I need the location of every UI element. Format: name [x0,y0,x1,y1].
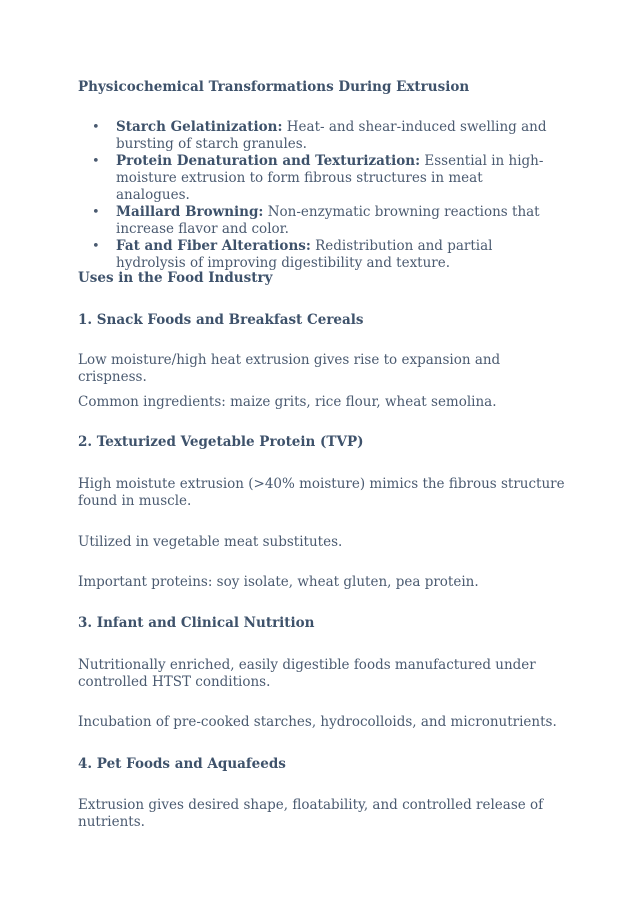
bullet-term: Maillard Browning: [116,204,264,220]
list-item [78,204,558,238]
tvp-paragraph-1: High moistute extrusion (>40% moisture) mimics the fibrous structure found in muscle. [78,476,565,509]
uses-heading: Uses in the Food Industry [78,270,273,286]
tvp-heading: 2. Texturized Vegetable Protein (TVP) [78,434,364,450]
bullet-icon: • [92,120,100,135]
bullet-icon: • [92,239,100,254]
bullet-text: Essential in high-moisture extrusion to form fibrous structures in meat analogues. [116,153,544,203]
list-item [78,153,558,204]
snack-paragraph-2: Common ingredients: maize grits, rice flour, wheat semolina. [78,394,497,410]
snack-heading: 1. Snack Foods and Breakfast Cereals [78,312,364,328]
bullet-term: Starch Gelatinization: [116,119,283,135]
bullet-text: Non-enzymatic browning reactions that increase flavor and color. [116,204,540,237]
tvp-paragraph-2: Utilized in vegetable meat substitutes. [78,534,343,550]
pet-paragraph-1: Extrusion gives desired shape, floatability, and controlled release of nutrients. [78,797,544,830]
pet-heading: 4. Pet Foods and Aquafeeds [78,756,286,772]
tvp-paragraph-3: Important proteins: soy isolate, wheat gluten, pea protein. [78,574,479,590]
list-item [78,238,558,272]
snack-paragraph-1: Low moisture/high heat extrusion gives rise to expansion and crispness. [78,352,501,385]
bullet-icon: • [92,205,100,220]
bullet-text: Redistribution and partial hydrolysis of improving digestibility and texture. [116,238,493,271]
bullet-text: Heat- and shear-induced swelling and bursting of starch granules. [116,119,547,152]
bullet-icon: • [92,154,100,169]
transformations-list [78,119,558,272]
list-item [78,119,558,153]
infant-paragraph-1: Nutritionally enriched, easily digestible foods manufactured under controlled HTST conditions. [78,657,536,690]
bullet-term: Protein Denaturation and Texturization: [116,153,421,169]
bullet-term: Fat and Fiber Alterations: [116,238,311,254]
infant-paragraph-2: Incubation of pre-cooked starches, hydrocolloids, and micronutrients. [78,714,557,730]
section-title: Physicochemical Transformations During Extrusion [78,79,470,95]
infant-heading: 3. Infant and Clinical Nutrition [78,615,315,631]
